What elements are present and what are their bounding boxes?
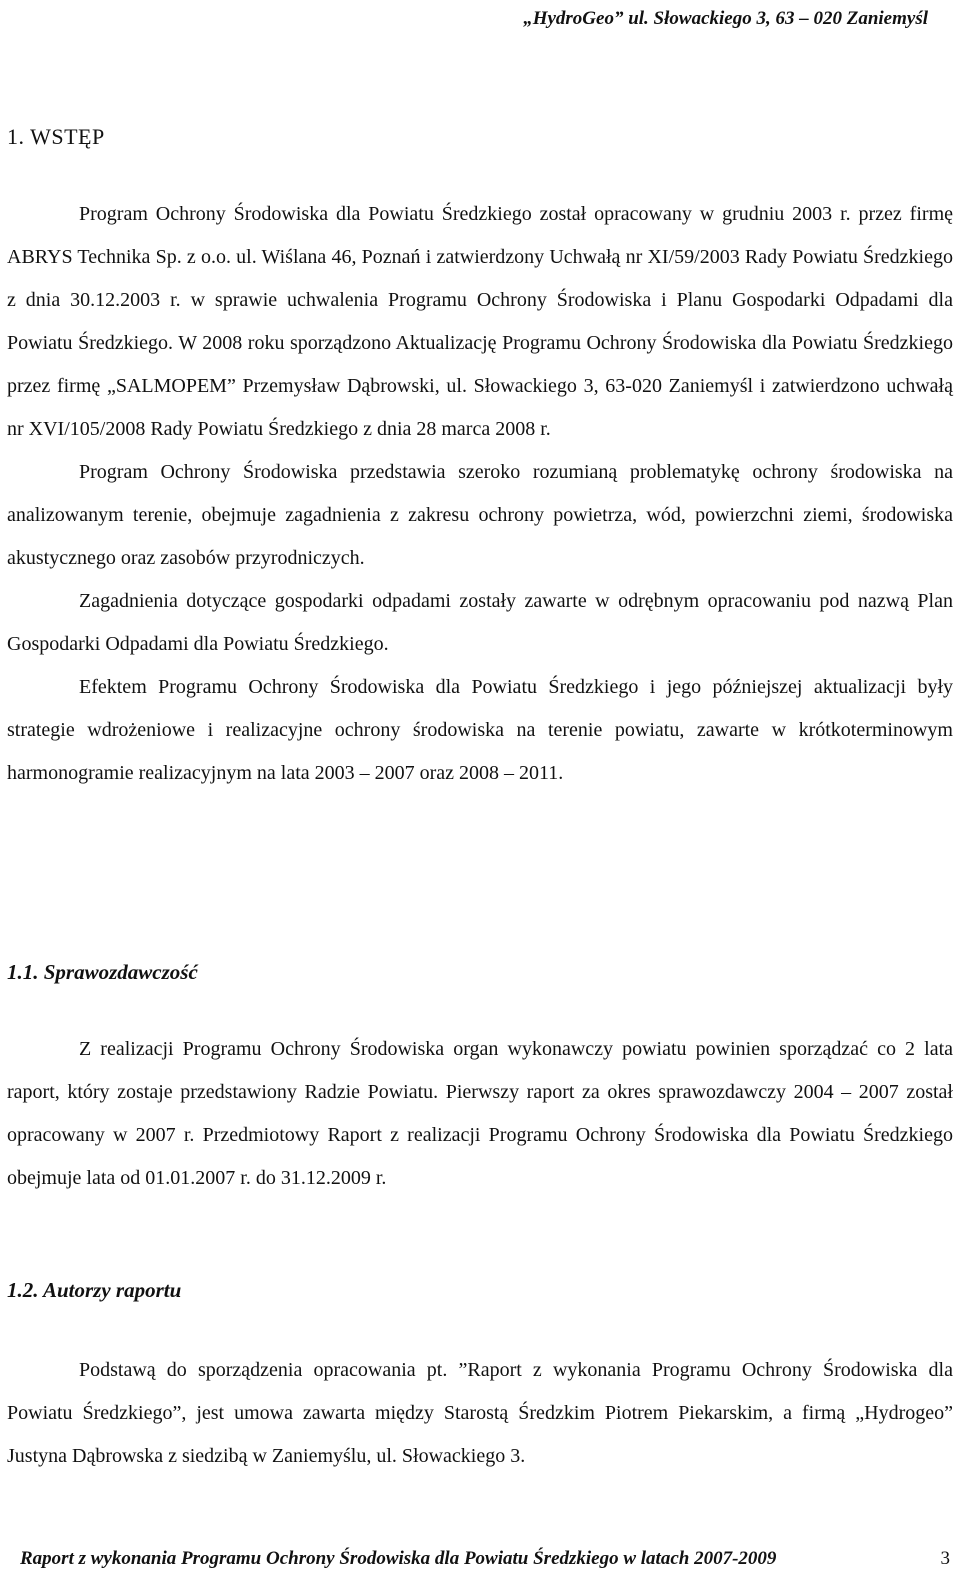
intro-paragraph: Efektem Programu Ochrony Środowiska dla Powiatu Średzkiego i jego późniejszej aktualizacji były strategie wdrożeniowe i realizacyjne ochrony środowiska na terenie powiatu, zawarte w krótkoterminowym harmonogramie realizacyjnym na lata 2003 – 2007 oraz 2008 – 2011.	[7, 676, 953, 784]
authors-paragraph: Podstawą do sporządzenia opracowania pt. ”Raport z wykonania Programu Ochrony Środowiska dla Powiatu Średzkiego”, jest umowa zawarta między Starostą Średzkim Piotrem Piekarskim, a firmą „Hydrogeo” Justyna Dąbrowska z siedzibą w Zaniemyślu, ul. Słowackiego 3.	[7, 1359, 953, 1467]
intro-paragraph: Program Ochrony Środowiska dla Powiatu Średzkiego został opracowany w grudniu 2003 r. przez firmę ABRYS Technika Sp. z o.o. ul. Wiślana 46, Poznań i zatwierdzony Uchwałą nr XI/59/2003 Rady Powiatu Średzkiego z dnia 30.12.2003 r. w sprawie uchwalenia Programu Ochrony Środowiska i Planu Gospodarki Odpadami dla Powiatu Średzkiego. W 2008 roku sporządzono Aktualizację Programu Ochrony Środowiska dla Powiatu Średzkiego przez firmę „SALMOPEM” Przemysław Dąbrowski, ul. Słowackiego 3, 63-020 Zaniemyśl i zatwierdzono uchwałą nr XVI/105/2008 Rady Powiatu Średzkiego z dnia 28 marca 2008 r.	[7, 203, 953, 440]
reporting-paragraph: Z realizacji Programu Ochrony Środowiska organ wykonawczy powiatu powinien sporządzać co 2 lata raport, który zostaje przedstawiony Radzie Powiatu. Pierwszy raport za okres sprawozdawczy 2004 – 2007 został opracowany w 2007 r. Przedmiotowy Raport z realizacji Programu Ochrony Środowiska dla Powiatu Średzkiego obejmuje lata od 01.01.2007 r. do 31.12.2009 r.	[7, 1038, 953, 1189]
reporting-body	[7, 1028, 953, 1200]
section-title-introduction: 1. WSTĘP	[7, 124, 105, 149]
footer-title: Raport z wykonania Programu Ochrony Środowiska dla Powiatu Średzkiego w latach 2007-2009	[20, 1548, 777, 1569]
section-title-reporting: 1.1. Sprawozdawczość	[7, 960, 198, 984]
authors-body	[7, 1349, 953, 1478]
page-header: „HydroGeo” ul. Słowackiego 3, 63 – 020 Zaniemyśl	[523, 8, 928, 29]
intro-paragraph: Program Ochrony Środowiska przedstawia szeroko rozumianą problematykę ochrony środowiska na analizowanym terenie, obejmuje zagadnienia z zakresu ochrony powietrza, wód, powierzchni ziemi, środowiska akustycznego oraz zasobów przyrodniczych.	[7, 461, 953, 569]
intro-paragraph: Zagadnienia dotyczące gospodarki odpadami zostały zawarte w odrębnym opracowaniu pod nazwą Plan Gospodarki Odpadami dla Powiatu Średzkiego.	[7, 590, 953, 655]
page-number: 3	[940, 1548, 950, 1569]
section-title-authors: 1.2. Autorzy raportu	[7, 1278, 182, 1302]
introduction-body	[7, 193, 953, 795]
